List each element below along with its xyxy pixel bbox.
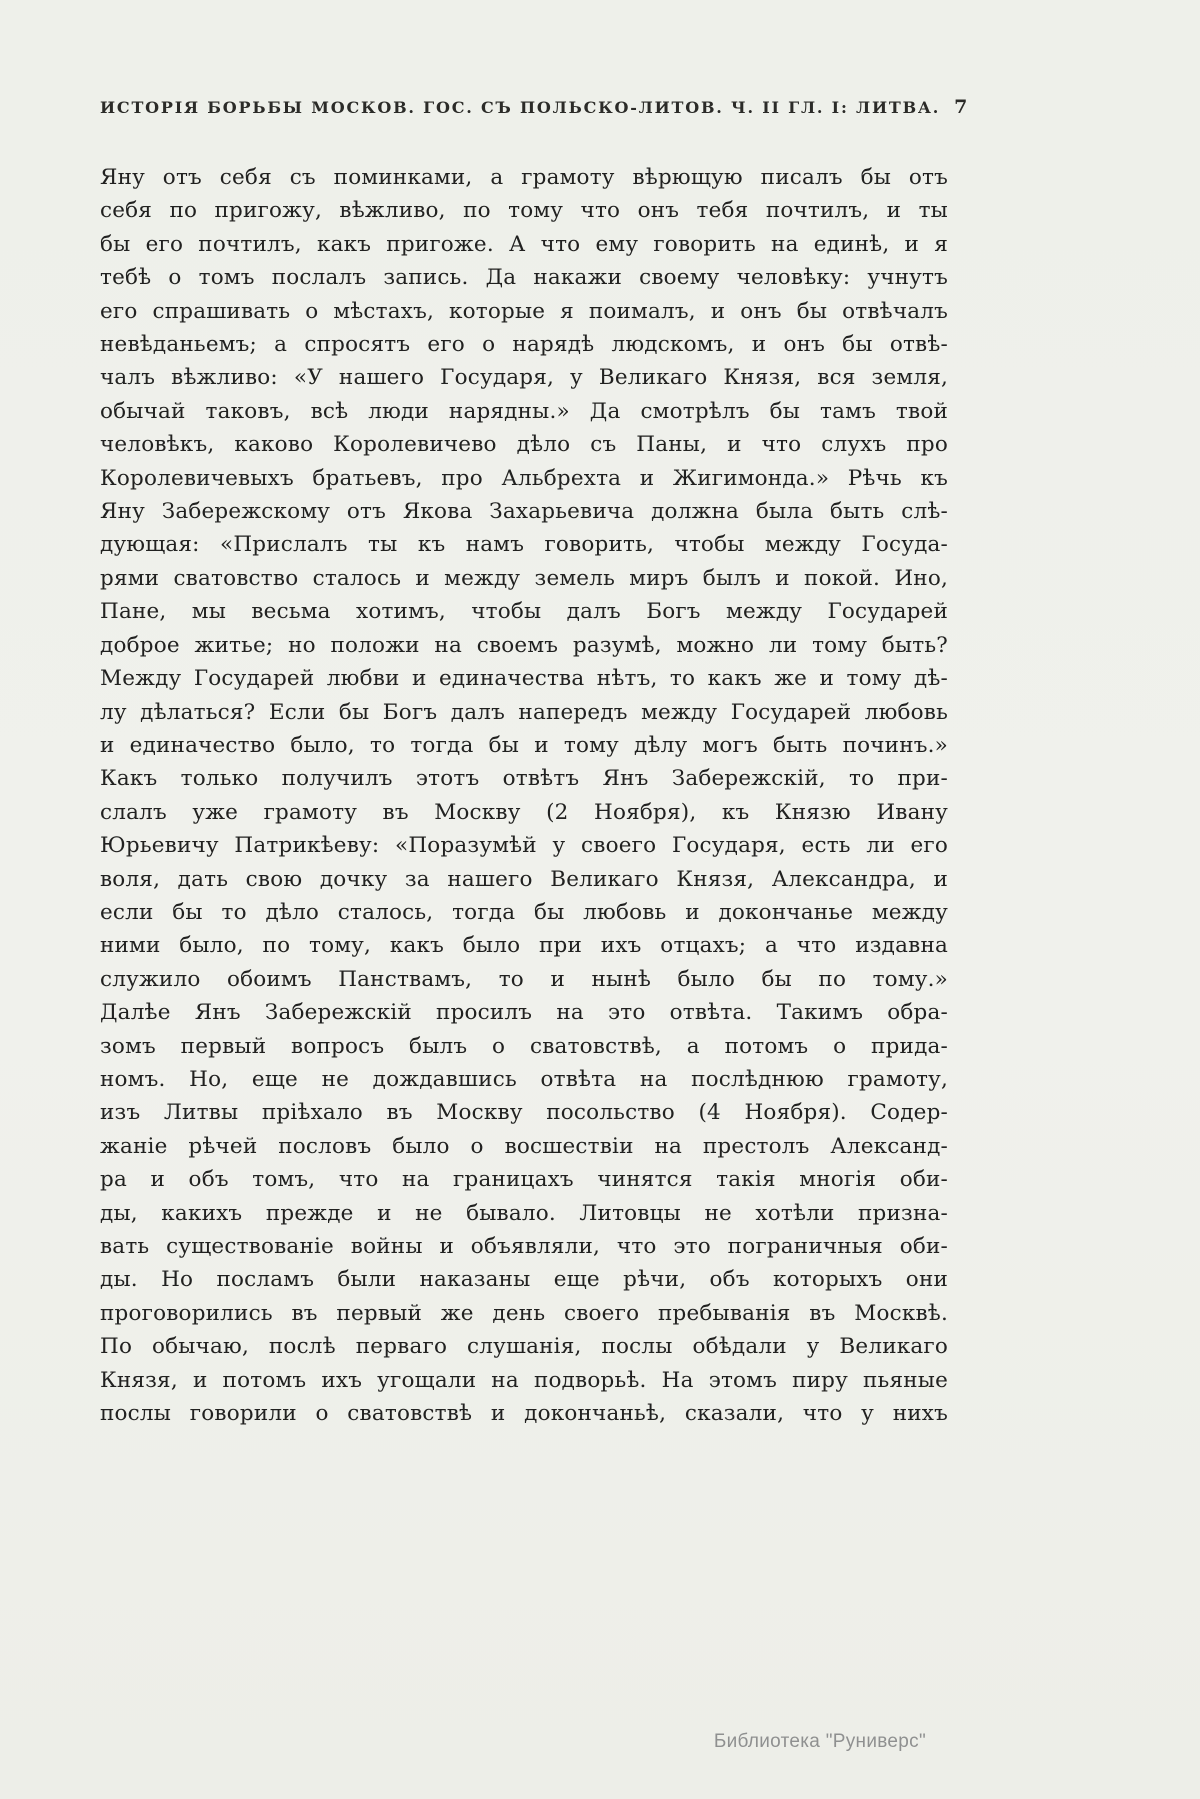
text-line: ды. Но посламъ были наказаны еще рѣчи, объ которыхъ они — [100, 1267, 948, 1293]
running-header — [100, 96, 968, 118]
text-line: зомъ первый вопросъ былъ о сватовствѣ, а потомъ о прида- — [100, 1033, 948, 1059]
text-line: вать существованіе войны и объявляли, что это пограничныя оби- — [100, 1234, 948, 1259]
text-line: чалъ вѣжливо: «У нашего Государя, у Великаго Князя, вся земля, — [100, 365, 948, 391]
text-line: Какъ только получилъ этотъ отвѣтъ Янъ Забережскій, то при- — [100, 766, 948, 792]
library-watermark: Библиотека "Руниверс" — [713, 1731, 926, 1752]
text-line: Далѣе Янъ Забережскій просилъ на это отвѣта. Такимъ обра- — [100, 1000, 948, 1026]
text-line: обычай таковъ, всѣ люди нарядны.» Да смотрѣлъ бы тамъ твой — [100, 398, 948, 424]
text-line: доброе житье; но положи на своемъ разумѣ, можно ли тому быть? — [100, 632, 948, 658]
text-line: Юрьевичу Патрикѣеву: «Поразумѣй у своего Государя, есть ли его — [100, 833, 948, 859]
text-line: Яну Забережскому отъ Якова Захарьевича должна была быть слѣ- — [100, 499, 948, 525]
running-header-title: ИСТОРІЯ БОРЬБЫ МОСКОВ. ГОС. СЪ ПОЛЬСКО-ЛИТОВ. Ч. II ГЛ. I: ЛИТВА. — [100, 98, 941, 117]
text-line: если бы то дѣло сталось, тогда бы любовь и докончанье между — [100, 899, 948, 925]
text-line: изъ Литвы пріѣхало въ Москву посольство (4 Ноября). Содер- — [100, 1100, 948, 1126]
text-line: и единачество было, то тогда бы и тому дѣлу могъ быть починъ.» — [100, 732, 948, 758]
text-line: ды, какихъ прежде и не бывало. Литовцы не хотѣли призна- — [100, 1200, 948, 1226]
text-line: слалъ уже грамоту въ Москву (2 Ноября), къ Князю Ивану — [100, 799, 948, 825]
body-text — [100, 161, 948, 1430]
text-line: служило обоимъ Панствамъ, то и нынѣ было бы по тому.» — [100, 966, 948, 992]
text-line: жаніе рѣчей пословъ было о восшествіи на престолъ Александ- — [100, 1133, 948, 1159]
text-line: Между Государей любви и единачества нѣтъ, то какъ же и тому дѣ- — [100, 666, 948, 692]
text-line: Яну отъ себя съ поминками, а грамоту вѣрющую писалъ бы отъ — [100, 165, 948, 190]
text-line: дующая: «Прислалъ ты къ намъ говорить, чтобы между Госуда- — [100, 532, 948, 558]
text-line: тебѣ о томъ послалъ запись. Да накажи своему человѣку: учнутъ — [100, 265, 948, 291]
text-line: воля, дать свою дочку за нашего Великаго Князя, Александра, и — [100, 866, 948, 892]
text-line: Пане, мы весьма хотимъ, чтобы далъ Богъ между Государей — [100, 599, 948, 625]
text-line: бы его почтилъ, какъ пригоже. А что ему говорить на единѣ, и я — [100, 231, 948, 257]
text-line: ра и объ томъ, что на границахъ чинятся такія многія оби- — [100, 1167, 948, 1193]
text-line: его спрашивать о мѣстахъ, которые я поималъ, и онъ бы отвѣчалъ — [100, 298, 948, 324]
text-line: номъ. Но, еще не дождавшись отвѣта на послѣднюю грамоту, — [100, 1066, 948, 1092]
text-line: По обычаю, послѣ перваго слушанія, послы обѣдали у Великаго — [100, 1334, 948, 1360]
text-line: послы говорили о сватовствѣ и докончаньѣ, сказали, что у нихъ — [100, 1401, 948, 1427]
page-number: 7 — [954, 96, 968, 118]
text-line: Князя, и потомъ ихъ угощали на подворьѣ. На этомъ пиру пьяные — [100, 1367, 948, 1393]
text-line: человѣкъ, каково Королевичево дѣло съ Паны, и что слухъ про — [100, 432, 948, 458]
text-line: лу дѣлаться? Если бы Богъ далъ напередъ между Государей любовь — [100, 699, 948, 725]
text-line: невѣданьемъ; а спросятъ его о нарядѣ людскомъ, и онъ бы отвѣ- — [100, 332, 948, 358]
text-line: Королевичевыхъ братьевъ, про Альбрехта и Жигимонда.» Рѣчь къ — [100, 465, 948, 491]
text-line: рями сватовство сталось и между земель миръ былъ и покой. Ино, — [100, 565, 948, 591]
text-line: себя по пригожу, вѣжливо, по тому что онъ тебя почтилъ, и ты — [100, 198, 948, 224]
text-line: проговорились въ первый же день своего пребыванія въ Москвѣ. — [100, 1300, 948, 1326]
text-line: ними было, по тому, какъ было при ихъ отцахъ; а что издавна — [100, 933, 948, 959]
